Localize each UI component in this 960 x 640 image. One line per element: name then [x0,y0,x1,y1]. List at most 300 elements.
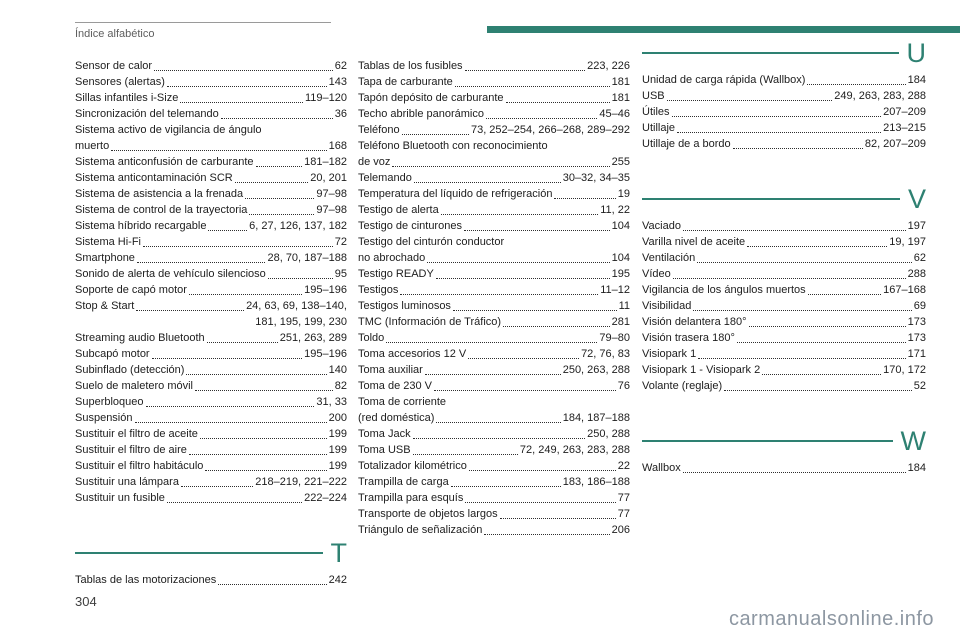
entry-label: Toma Jack [358,428,411,440]
index-entry [75,458,347,474]
index-entry [642,298,926,314]
entry-label: Volante (reglaje) [642,380,723,392]
dot-leader [189,454,327,455]
dot-leader [451,486,561,487]
entry-page-number: 200 [328,412,347,424]
entry-label: Smartphone [75,252,135,264]
index-entry [358,522,630,538]
index-entry [358,138,630,154]
dot-leader [205,470,326,471]
watermark: carmanualsonline.info [728,608,934,630]
entry-label: Vídeo [642,268,671,280]
dot-leader [468,358,579,359]
dot-leader [484,534,609,535]
entry-page-number: 62 [334,60,347,72]
entry-label: Streaming audio Bluetooth [75,332,205,344]
page-header-title: Índice alfabético [75,28,155,40]
dot-leader [207,342,278,343]
entry-page-number: 183, 186–188 [562,476,630,488]
index-entry [358,170,630,186]
index-entry [642,218,926,234]
entry-label: Sustituir una lámpara [75,476,179,488]
dot-leader [400,294,598,295]
index-entry [358,506,630,522]
index-entry [358,218,630,234]
entry-label: TMC (Información de Tráfico) [358,316,502,328]
index-entry [75,202,347,218]
entry-label: Toma USB [358,444,411,456]
dot-leader [762,374,881,375]
entry-page-number: 173 [907,316,926,328]
entry-page-number: 281 [611,316,630,328]
entry-page-number: 199 [328,428,347,440]
entry-page-number: 167–168 [883,284,926,296]
entry-page-number: 82 [334,380,347,392]
entry-label: Testigo de alerta [358,204,439,216]
entry-page-number: 104 [611,252,630,264]
entry-page-number: 11–12 [600,284,630,296]
entry-label: Tablas de los fusibles [358,60,463,72]
entry-label: Sistema anticonfusión de carburante [75,156,254,168]
index-entry [642,362,926,378]
entry-page-number: 95 [334,268,347,280]
entry-label: no abrochado [358,252,426,264]
entry-label: Vigilancia de los ángulos muertos [642,284,806,296]
entry-page-number: 170, 172 [883,364,926,376]
index-entry [642,266,926,282]
entry-label: Superbloqueo [75,396,144,408]
entry-label: Sustituir el filtro habitáculo [75,460,204,472]
entry-label: Sonido de alerta de vehículo silencioso [75,268,266,280]
index-column-2 [358,58,630,538]
dot-leader [693,310,911,311]
entry-label: Triángulo de señalización [358,524,483,536]
index-entry [642,282,926,298]
entry-label: Sustituir un fusible [75,492,165,504]
dot-leader [464,230,610,231]
entry-page-number: 62 [913,252,926,264]
entry-page-number: 181–182 [304,156,347,168]
index-entry [75,234,347,250]
entry-label: Suelo de maletero móvil [75,380,194,392]
entry-label: Subinflado (detección) [75,364,185,376]
entry-label: Unidad de carga rápida (Wallbox) [642,74,806,86]
page-number: 304 [75,594,97,609]
entry-label: Testigos luminosos [358,300,451,312]
section-header-w [642,428,926,454]
entry-page-number: 52 [913,380,926,392]
index-column-3 [642,40,926,476]
entry-label: Sillas infantiles i-Size [75,92,179,104]
index-entry [75,74,347,90]
index-entry [75,58,347,74]
dot-leader [506,102,610,103]
dot-leader [249,214,314,215]
entry-page-number: 22 [617,460,630,472]
entry-page-number: 11 [618,300,630,312]
entry-label: Visiopark 1 - Visiopark 2 [642,364,761,376]
entry-label: Visiopark 1 [642,348,697,360]
entry-label: Utillaje de a bordo [642,138,731,150]
entry-page-number: 255 [611,156,630,168]
dot-leader [683,472,906,473]
entry-page-number: 288 [907,268,926,280]
dot-leader [167,502,302,503]
entry-label: Toma auxiliar [358,364,423,376]
dot-leader [436,422,560,423]
dot-leader [189,294,302,295]
index-entry [75,266,347,282]
index-entry [75,154,347,170]
dot-leader [386,342,597,343]
dot-leader [737,342,906,343]
entry-label: Visibilidad [642,300,692,312]
entry-page-number: 104 [611,220,630,232]
index-entry [358,426,630,442]
entry-label: Testigos [358,284,399,296]
section-rule [642,440,893,442]
entry-label: Sistema anticontaminación SCR [75,172,233,184]
entry-label: Toma de corriente [358,396,447,408]
dot-leader [667,100,833,101]
index-entry [75,170,347,186]
entry-page-number: 30–32, 34–35 [562,172,630,184]
entry-label: Sustituir el filtro de aire [75,444,187,456]
dot-leader [392,166,609,167]
entry-page-number: 73, 252–254, 266–268, 289–292 [470,124,630,136]
index-entry [358,362,630,378]
entry-page-number: 195–196 [304,284,347,296]
dot-leader [181,486,253,487]
index-entry [75,298,347,314]
index-entry [358,122,630,138]
entry-label: Sensor de calor [75,60,153,72]
entry-label: Trampilla para esquís [358,492,464,504]
index-entry [75,90,347,106]
dot-leader [503,326,610,327]
entry-label: Totalizador kilométrico [358,460,467,472]
entry-label: Techo abrible panorámico [358,108,484,120]
dot-leader [808,294,881,295]
index-entry [358,298,630,314]
entry-label: Tapa de carburante [358,76,453,88]
index-entry [75,362,347,378]
dot-leader [807,84,905,85]
entry-label: (red doméstica) [358,412,435,424]
entry-label: Temperatura del líquido de refrigeración [358,188,553,200]
entry-page-number: 173 [907,332,926,344]
entry-page-number: 76 [617,380,630,392]
entry-label: Trampilla de carga [358,476,449,488]
index-entry [642,120,926,136]
entry-page-number: 77 [617,492,630,504]
entry-label: Tapón depósito de carburante [358,92,504,104]
entry-page-number: 207–209 [883,106,926,118]
index-entry [358,490,630,506]
index-entry [358,186,630,202]
dot-leader [672,116,882,117]
index-entry [642,88,926,104]
entry-page-number: 181 [611,76,630,88]
entry-label: Transporte de objetos largos [358,508,498,520]
entry-page-number: 171 [907,348,926,360]
entry-label: Sensores (alertas) [75,76,165,88]
index-entry [75,186,347,202]
index-entry [75,138,347,154]
entry-label: muerto [75,140,110,152]
entry-label: Suspensión [75,412,133,424]
dot-leader [554,198,615,199]
index-column-1 [75,58,347,588]
dot-leader [180,102,303,103]
entry-page-number: 119–120 [304,92,347,104]
entry-label: Utillaje [642,122,676,134]
entry-page-number: 19, 197 [889,236,926,248]
dot-leader [200,438,327,439]
dot-leader [235,182,309,183]
entry-page-number: 31, 33 [316,396,347,408]
index-entry [358,330,630,346]
entry-label: Sustituir el filtro de aceite [75,428,198,440]
section-rule [642,198,900,200]
dot-leader [441,214,599,215]
dot-leader [673,278,906,279]
dot-leader [256,166,303,167]
dot-leader [154,70,333,71]
entry-page-number: 97–98 [316,188,347,200]
index-entry [642,460,926,476]
dot-leader [749,326,906,327]
entry-page-number: 19 [617,188,630,200]
entry-label: Teléfono [358,124,400,136]
index-entry [642,330,926,346]
dot-leader [136,310,244,311]
dot-leader [469,470,616,471]
section-header-t [75,540,347,566]
dot-leader [425,374,561,375]
entry-label: Sistema activo de vigilancia de ángulo [75,124,262,136]
index-entry [642,346,926,362]
entry-label: Varilla nivel de aceite [642,236,746,248]
dot-leader [724,390,912,391]
entry-page-number: 72, 249, 263, 283, 288 [519,444,630,456]
dot-leader [218,584,326,585]
entry-label: de voz [358,156,391,168]
entry-label: Testigo de cinturones [358,220,462,232]
section-letter: U [906,38,926,68]
entry-page-number: 249, 263, 283, 288 [834,90,926,102]
entry-page-number: 181, 195, 199, 230 [255,316,347,328]
dot-leader [697,262,912,263]
entry-page-number: 6, 27, 126, 137, 182 [249,220,347,232]
entry-page-number: 251, 263, 289 [279,332,347,344]
dot-leader [465,502,615,503]
entry-label: Vaciado [642,220,681,232]
entry-page-number: 28, 70, 187–188 [267,252,347,264]
dot-leader [135,422,327,423]
dot-leader [152,358,303,359]
index-entry [358,90,630,106]
entry-label: Testigo READY [358,268,434,280]
dot-leader [486,118,597,119]
section-rule [75,552,323,554]
index-entry [75,346,347,362]
dot-leader [413,454,518,455]
dot-leader [245,198,314,199]
entry-page-number: 11, 22 [600,204,630,216]
index-entry [358,394,630,410]
index-entry [75,490,347,506]
section-header-v [642,186,926,212]
entry-label: Telemando [358,172,412,184]
dot-leader [221,118,333,119]
section-letter: W [900,426,926,456]
section-header-u [642,40,926,66]
index-entry [642,314,926,330]
index-entry [642,378,926,394]
index-entry [358,74,630,90]
dot-leader [208,230,247,231]
entry-page-number: 77 [617,508,630,520]
index-entry [358,346,630,362]
dot-leader [413,438,586,439]
entry-label: Testigo del cinturón conductor [358,236,505,248]
index-entry [358,474,630,490]
entry-page-number: 195 [611,268,630,280]
entry-label: Sincronización del telemando [75,108,219,120]
index-entry [75,250,347,266]
entry-label: Sistema híbrido recargable [75,220,207,232]
index-entry [75,282,347,298]
dot-leader [683,230,906,231]
index-entry [75,378,347,394]
dot-leader [167,86,327,87]
entry-label: Toma accesorios 12 V [358,348,467,360]
index-entry [358,106,630,122]
entry-page-number: 199 [328,460,347,472]
index-entry [642,104,926,120]
entry-label: Sistema de asistencia a la frenada [75,188,244,200]
index-entry [75,442,347,458]
index-entry [358,234,630,250]
dot-leader [434,390,616,391]
index-entry [75,314,347,330]
page-header [75,22,331,40]
entry-page-number: 195–196 [304,348,347,360]
entry-page-number: 218–219, 221–222 [255,476,347,488]
dot-leader [137,262,266,263]
dot-leader [186,374,326,375]
dot-leader [465,70,586,71]
entry-label: Teléfono Bluetooth con reconocimiento [358,140,548,152]
entry-label: Subcapó motor [75,348,150,360]
index-entry [642,136,926,152]
dot-leader [143,246,333,247]
entry-page-number: 213–215 [883,122,926,134]
entry-page-number: 184 [907,74,926,86]
dot-leader [455,86,610,87]
index-entry [358,410,630,426]
dot-leader [733,148,863,149]
entry-page-number: 36 [334,108,347,120]
entry-page-number: 184, 187–188 [562,412,630,424]
index-entry [75,122,347,138]
index-entry [642,250,926,266]
entry-label: Tablas de las motorizaciones [75,574,217,586]
entry-page-number: 199 [328,444,347,456]
dot-leader [268,278,333,279]
dot-leader [453,310,617,311]
index-entry [358,266,630,282]
entry-label: Toldo [358,332,385,344]
index-entry [75,106,347,122]
entry-page-number: 168 [328,140,347,152]
accent-bar [487,26,960,33]
index-entry [642,234,926,250]
entry-label: Sistema Hi-Fi [75,236,142,248]
index-entry [358,58,630,74]
entry-page-number: 223, 226 [587,60,630,72]
index-entry [358,250,630,266]
index-entry [75,218,347,234]
entry-label: Ventilación [642,252,696,264]
index-entry [75,330,347,346]
index-entry [642,72,926,88]
dot-leader [677,132,881,133]
entry-label: Wallbox [642,462,681,474]
entry-page-number: 72, 76, 83 [581,348,630,360]
entry-page-number: 242 [328,574,347,586]
entry-page-number: 69 [913,300,926,312]
index-entry [75,410,347,426]
entry-page-number: 24, 63, 69, 138–140, [246,300,347,312]
entry-page-number: 72 [334,236,347,248]
entry-page-number: 97–98 [316,204,347,216]
index-entry [358,202,630,218]
entry-label: Útiles [642,106,670,118]
entry-label: Soporte de capó motor [75,284,187,296]
section-rule [642,52,899,54]
entry-page-number: 222–224 [304,492,347,504]
index-entry [75,426,347,442]
section-letter: T [330,538,347,568]
entry-label: Stop & Start [75,300,135,312]
entry-page-number: 250, 288 [587,428,630,440]
entry-page-number: 250, 263, 288 [562,364,630,376]
index-entry [75,394,347,410]
entry-label: Visión delantera 180° [642,316,747,328]
index-entry [358,458,630,474]
entry-page-number: 184 [907,462,926,474]
entry-page-number: 82, 207–209 [864,138,926,150]
entry-label: Toma de 230 V [358,380,432,392]
entry-label: USB [642,90,665,102]
entry-page-number: 140 [328,364,347,376]
index-entry [358,154,630,170]
index-entry [75,474,347,490]
index-entry [358,378,630,394]
dot-leader [402,134,469,135]
entry-page-number: 197 [907,220,926,232]
entry-page-number: 206 [611,524,630,536]
entry-label: Sistema de control de la trayectoria [75,204,248,216]
index-entry [358,442,630,458]
index-entry [358,314,630,330]
dot-leader [698,358,905,359]
entry-page-number: 45–46 [599,108,630,120]
entry-page-number: 79–80 [599,332,630,344]
entry-label: Visión trasera 180° [642,332,735,344]
